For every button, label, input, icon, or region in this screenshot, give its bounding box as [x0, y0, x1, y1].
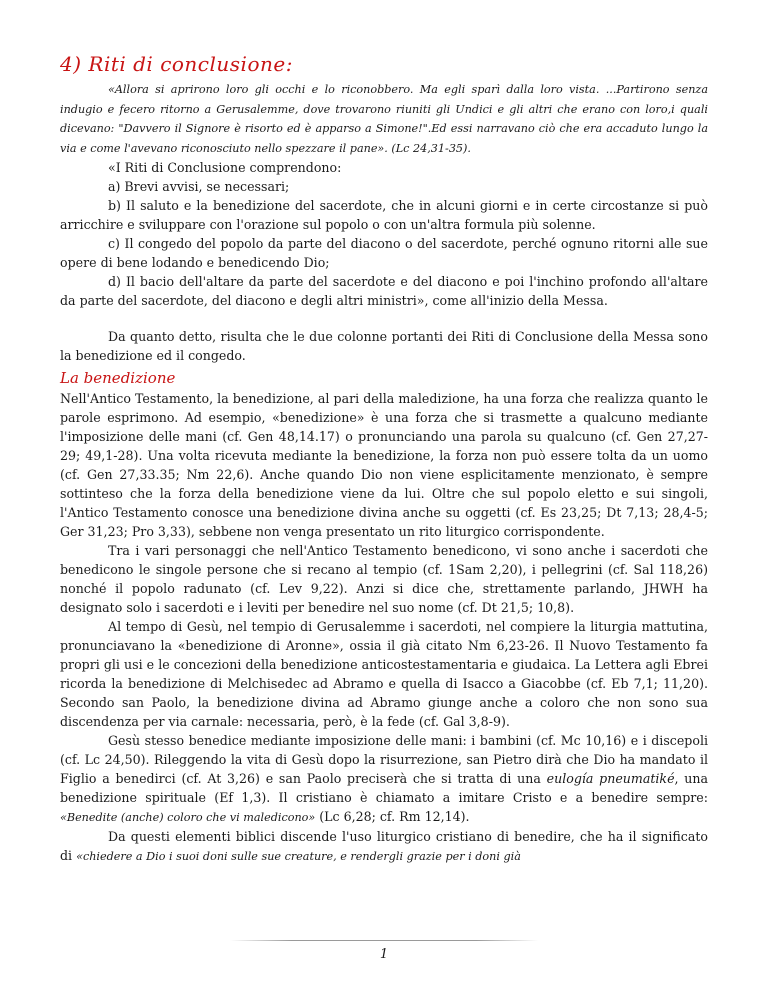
- rite-item-d: d) Il bacio dell'altare da parte del sacerdote e del diacono e poi l'inchino profondo all'altare da parte del sacerdote, del diacono e degli altri ministri», come all'inizio della Messa.: [60, 274, 708, 308]
- rite-item-a: a) Brevi avvisi, se necessari;: [108, 179, 290, 194]
- paragraph-5: [60, 827, 708, 866]
- paragraph-4: [60, 731, 708, 827]
- rite-item-b: b) Il saluto e la benedizione del sacerdote, che in alcuni giorni e in certe circostanze si può arricchire e sviluppare con l'orazione sul popolo o con un'altra formula più solenne.: [60, 198, 708, 232]
- paragraph-5-text-a: Da questi elementi biblici discende l'uso liturgico cristiano di benedire, che ha il significato di: [60, 829, 708, 863]
- page-number: 1: [379, 947, 389, 962]
- footer-rule: [230, 940, 538, 941]
- page-footer: [230, 940, 538, 962]
- subsection-heading: La benedizione: [60, 369, 176, 387]
- greek-term: eulogía pneumatiké: [546, 771, 675, 786]
- paragraph-1: Nell'Antico Testamento, la benedizione, al pari della maledizione, ha una forza che realizza quanto le parole esprimono. Ad esempio, «benedizione» è una forza che si trasmette a qualcuno mediante l'imposizione delle mani (cf. Gen 48,14.17) o pronunciando una parola su qualcuno (cf. Gen 27,27-29; 49,1-28). Una volta ricevuta mediante la benedizione, la forza non può essere tolta da un uomo (cf. Gen 27,33.35; Nm 22,6). Anche quando Dio non viene esplicitamente menzionato, è sempre sottinteso che la forza della benedizione viene da lui. Oltre che sul popolo eletto e sui singoli, l'Antico Testamento conosce una benedizione divina anche su oggetti (cf. Es 23,25; Dt 7,13; 28,4-5; Ger 31,23; Pro 3,33), sebbene non venga presentato un rito liturgico corrispondente.: [60, 391, 708, 539]
- definition-quote: «chiedere a Dio i suoi doni sulle sue creature, e rendergli grazie per i doni già: [76, 850, 521, 863]
- rite-item-c: c) Il congedo del popolo da parte del diacono o del sacerdote, perché ognuno ritorni alle sue opere di bene lodando e benedicendo Dio;: [60, 236, 708, 270]
- scripture-quote: «Allora si aprirono loro gli occhi e lo riconobbero. Ma egli sparì dalla loro vista. ...Partirono senza indugio e fecero ritorno a Gerusalemme, dove trovarono riuniti gli Undici e gli altri che erano con loro,i quali dicevano: "Davvero il Signore è risorto ed è apparso a Simone!".Ed essi narravano ciò che era accaduto lungo la via e come l'avevano riconosciuto nello spezzare il pane». (Lc 24,31-35).: [60, 83, 708, 155]
- paragraph-3: Al tempo di Gesù, nel tempio di Gerusalemme i sacerdoti, nel compiere la liturgia mattutina, pronunciavano la «benedizione di Aronne», ossia il già citato Nm 6,23-26. Il Nuovo Testamento fa propri gli usi e le concezioni della benedizione anticostestamentaria e giudaica. La Lettera agli Ebrei ricorda la benedizione di Melchisedec ad Abramo e quella di Isacco a Giacobbe (cf. Eb 7,1; 11,20). Secondo san Paolo, la benedizione divina ad Abramo giunge anche a coloro che non sono sua discendenza per via carnale: necessaria, però, è la fede (cf. Gal 3,8-9).: [60, 619, 708, 729]
- paragraph-2: Tra i vari personaggi che nell'Antico Testamento benedicono, vi sono anche i sacerdoti che benedicono le singole persone che si recano al tempio (cf. 1Sam 2,20), i pellegrini (cf. Sal 118,26) nonché il popolo radunato (cf. Lev 9,22). Anzi si dice che, strettamente parlando, JHWH ha designato solo i sacerdoti e i leviti per benedire nel suo nome (cf. Dt 21,5; 10,8).: [60, 543, 708, 615]
- paragraph-4-text-e: (Lc 6,28; cf. Rm 12,14).: [315, 809, 470, 824]
- paragraph-4-text-a: Gesù stesso benedice mediante imposizione delle mani: i bambini (cf. Mc 10,16) e i discepoli (cf. Lc 24,50). Rileggendo la vita di Gesù dopo la risurrezione, san Pietro dirà che Dio ha mandato il Figlio a benedirci (cf. At 3,26) e san Paolo preciserà che si tratta di una: [60, 733, 708, 786]
- luke-citation: «Benedite (anche) coloro che vi maledicono»: [60, 811, 316, 824]
- section-heading: 4) Riti di conclusione:: [60, 52, 293, 76]
- page-body: [60, 40, 708, 866]
- summary-paragraph: Da quanto detto, risulta che le due colonne portanti dei Riti di Conclusione della Messa sono la benedizione ed il congedo.: [60, 329, 708, 363]
- paragraph-4-text-c: , una benedizione spirituale (Ef 1,3). Il cristiano è chiamato a imitare Cristo e a benedire sempre:: [60, 771, 708, 805]
- rites-intro: «I Riti di Conclusione comprendono:: [108, 160, 342, 175]
